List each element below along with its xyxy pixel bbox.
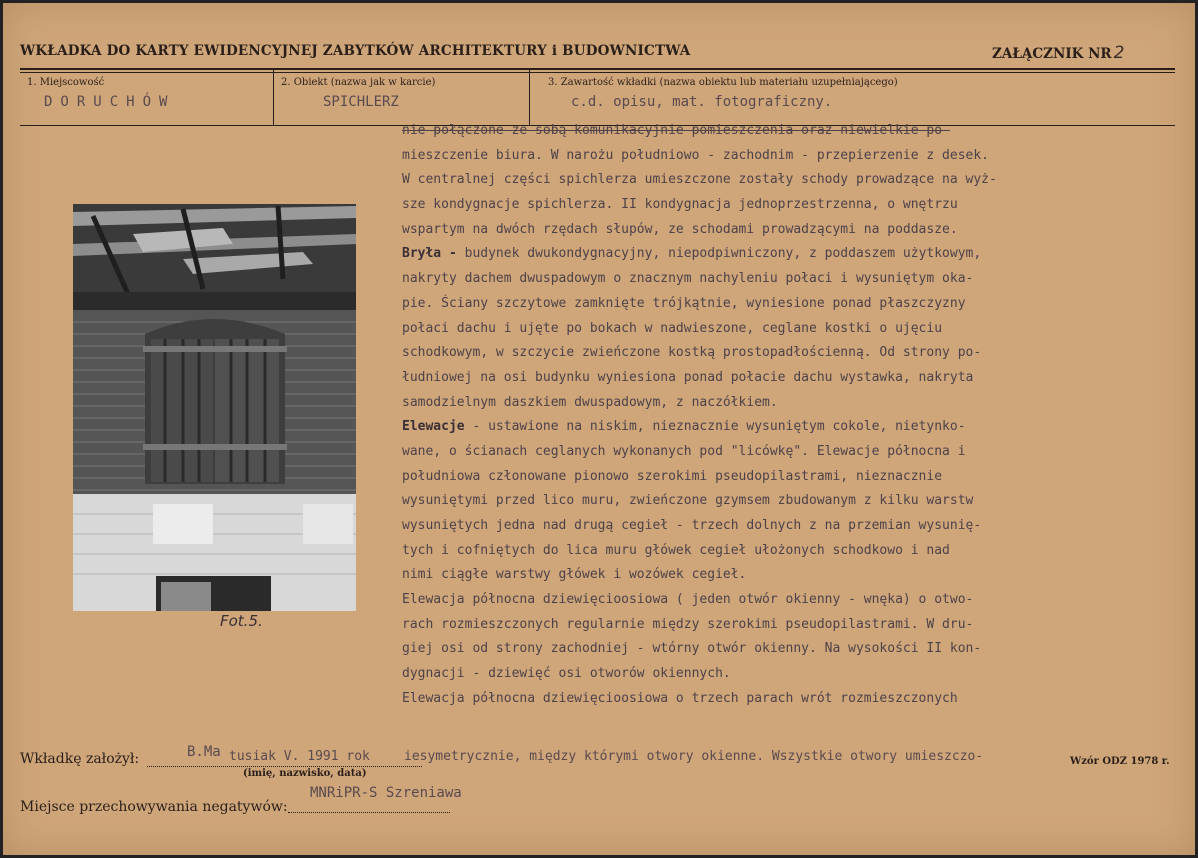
photo-caption: Fot.5. (220, 612, 263, 630)
text-line: Elewacja północna dziewięcioosiowa o trzech parach wrót rozmieszczonych (402, 690, 958, 706)
text-line: sze kondygnacje spichlerza. II kondygnacja jednoprzestrzenna, o wnętrzu (402, 197, 958, 213)
card-title: WKŁADKA DO KARTY EWIDENCYJNEJ ZABYTKÓW ARCHITEKTURY i BUDOWNICTWA (20, 43, 691, 59)
section-heading-bryla: Bryła - (402, 246, 457, 262)
text-line: mieszczenie biura. W narożu południowo - zachodnim - przepierzenie z desek. (402, 147, 989, 163)
text-line: wspartym na dwóch rzędach słupów, ze schodami prowadzącymi na poddasze. (402, 221, 958, 237)
text-line: nakryty dachem dwuspadowym o znacznym nachyleniu połaci i wysuniętym oka- (402, 271, 974, 287)
author-label: Wkładkę założył: (20, 751, 140, 767)
text-line: nimi ciągłe warstwy główek i wozówek cegieł. (402, 567, 747, 583)
text-run: - ustawione na niskim, nieznacznie wysuniętym cokole, nietynko- (464, 419, 966, 435)
text-line (402, 415, 1172, 440)
annex-label-text: ZAŁĄCZNIK NR (992, 46, 1112, 62)
text-line: samodzielnym daszkiem dwuspadowym, z naczółkiem. (402, 394, 778, 410)
contents-label: 3. Zawartość wkładki (nazwa obiektu lub materiału uzupełniającego) (548, 77, 898, 88)
text-line: tych i cofniętych do lica muru główek cegieł ułożonych schodkowo i nad (402, 542, 950, 558)
text-line: połaci dachu i ujęte po bokach w nadwieszone, ceglane kostki o ujęciu (402, 320, 943, 336)
negatives-label: Miejsce przechowywania negatywów: (20, 799, 288, 815)
locality-label: 1. Miejscowość (27, 77, 105, 88)
struck-line: nie połączone ze sobą komunikacyjnie pomieszczenia oraz niewielkie po- (402, 123, 950, 138)
text-line: rach rozmieszczonych regularnie między szerokimi pseudopilastrami. W dru- (402, 616, 974, 632)
annex-label (992, 43, 1124, 63)
text-line: południowa członowane pionowo szerokimi pseudopilastrami, nieznacznie (402, 468, 943, 484)
text-line: wysuniętych jedna nad drugą cegieł - trzech dolnych z na przemian wysunię- (402, 518, 982, 533)
annex-number: 2 (1113, 43, 1125, 63)
text-line: pie. Ściany szczytowe zamknięte trójkątnie, wyniesione ponad płaszczyzny (402, 295, 966, 311)
text-line: schodkowym, w szczycie zwieńczone kostką prostopadłościenną. Od strony po- (402, 345, 982, 361)
form-identifier: Wzór ODZ 1978 r. (1070, 756, 1170, 767)
negatives-value: MNRiPR-S Szreniawa (310, 785, 462, 801)
text-run: budynek dwukondygnacyjny, niepodpiwniczony, z poddaszem użytkowym, (456, 246, 982, 262)
description-text (402, 119, 1172, 712)
contents-value: c.d. opisu, mat. fotograficzny. (571, 94, 833, 110)
text-line: giej osi od strony zachodniej - wtórny otwór okienny. Na wysokości II kon- (402, 641, 982, 657)
header-rule (20, 68, 1175, 70)
text-line: Elewacja północna dziewięcioosiowa ( jeden otwór okienny - wnęka) o otwo- (402, 592, 974, 608)
author-value-a: B.Ma (187, 744, 221, 760)
text-line: dygnacji - dziewięć osi otworów okiennych. (402, 666, 731, 682)
negatives-dotted-line (288, 812, 450, 813)
field-divider (529, 70, 530, 126)
author-dotted-line (147, 766, 422, 767)
field-divider (273, 70, 274, 126)
author-value-b: tusiak V. 1991 rok (229, 749, 370, 764)
text-line: wysuniętymi przed lico muru, zwieńczone gzymsem zbudowanym z kilku warstw (402, 493, 974, 509)
object-value: SPICHLERZ (323, 94, 399, 110)
object-label: 2. Obiekt (nazwa jak w karcie) (281, 77, 436, 88)
locality-value: DORUCHÓW (44, 94, 176, 110)
text-line: wane, o ścianach ceglanych wykonanych pod "licówkę". Elewacje północna i (402, 443, 966, 459)
text-line (402, 242, 1172, 267)
section-heading-elewacje: Elewacje (402, 419, 465, 435)
author-sub-label: (imię, nazwisko, data) (243, 768, 367, 779)
granary-window-photo (73, 204, 356, 611)
text-line: W centralnej części spichlerza umieszczone zostały schody prowadzące na wyż- (402, 172, 997, 188)
overlapping-text-line: iesymetrycznie, między którymi otwory okienne. Wszystkie otwory umieszczo- (404, 749, 984, 764)
photo-image (73, 204, 356, 611)
header-rule-thin (20, 72, 1175, 73)
text-line: łudniowej na osi budynku wyniesiona ponad połacie dachu wystawka, nakryta (402, 369, 974, 385)
